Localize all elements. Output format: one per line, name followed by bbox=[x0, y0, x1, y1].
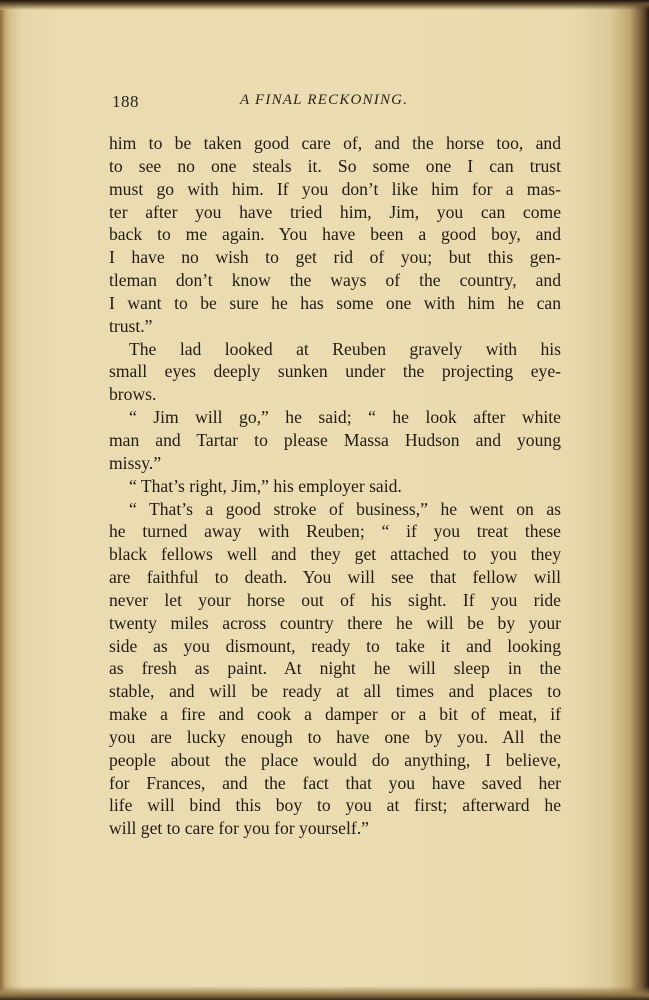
text-line: tleman don’t know the ways of the country, and bbox=[109, 270, 561, 291]
text-line: as fresh as paint. At night he will sleep in the bbox=[109, 658, 561, 679]
text-line: man and Tartar to please Massa Hudson and young bbox=[109, 429, 561, 450]
text-line: for Frances, and the fact that you have saved her bbox=[109, 772, 561, 793]
text-line: “ That’s right, Jim,” his employer said. bbox=[129, 475, 402, 496]
text-line: The lad looked at Reuben gravely with his bbox=[129, 338, 561, 359]
text-line: are faithful to death. You will see that fellow will bbox=[109, 567, 561, 588]
text-line: life will bind this boy to you at first; afterward he bbox=[109, 795, 561, 816]
page-number: 188 bbox=[112, 92, 139, 111]
body-text bbox=[109, 132, 561, 840]
text-line: I have no wish to get rid of you; but this gen- bbox=[109, 247, 561, 268]
text-line: brows. bbox=[109, 384, 157, 405]
text-line: ter after you have tried him, Jim, you can come bbox=[109, 201, 561, 222]
text-line: “ That’s a good stroke of business,” he went on as bbox=[129, 498, 561, 519]
text-line: you are lucky enough to have one by you. All the bbox=[109, 726, 561, 747]
text-line: small eyes deeply sunken under the projecting eye- bbox=[109, 361, 561, 382]
text-line: side as you dismount, ready to take it and looking bbox=[109, 635, 561, 656]
text-line: must go with him. If you don’t like him for a mas- bbox=[109, 178, 561, 199]
text-line: twenty miles across country there he will be by your bbox=[109, 612, 561, 633]
running-head bbox=[112, 92, 560, 114]
text-line: black fellows well and they get attached to you they bbox=[109, 544, 561, 565]
text-line: make a fire and cook a damper or a bit of meat, if bbox=[109, 704, 561, 725]
text-line: he turned away with Reuben; “ if you treat these bbox=[109, 521, 561, 542]
text-line: him to be taken good care of, and the horse too, and bbox=[109, 133, 561, 153]
page-binding-edge bbox=[0, 10, 10, 990]
text-line: will get to care for you for yourself.” bbox=[109, 818, 369, 839]
text-line: people about the place would do anything, I believe, bbox=[109, 749, 561, 770]
text-line: missy.” bbox=[109, 452, 162, 473]
text-line: back to me again. You have been a good boy, and bbox=[109, 224, 561, 245]
text-line: to see no one steals it. So some one I can trust bbox=[109, 155, 561, 176]
text-line: trust.” bbox=[109, 315, 153, 336]
text-line: I want to be sure he has some one with him he can bbox=[109, 292, 561, 313]
running-title: A FINAL RECKONING. bbox=[240, 92, 409, 108]
text-line: “ Jim will go,” he said; “ he look after white bbox=[129, 407, 561, 428]
text-line: stable, and will be ready at all times and places to bbox=[109, 681, 561, 702]
text-line: never let your horse out of his sight. If you ride bbox=[109, 589, 561, 610]
